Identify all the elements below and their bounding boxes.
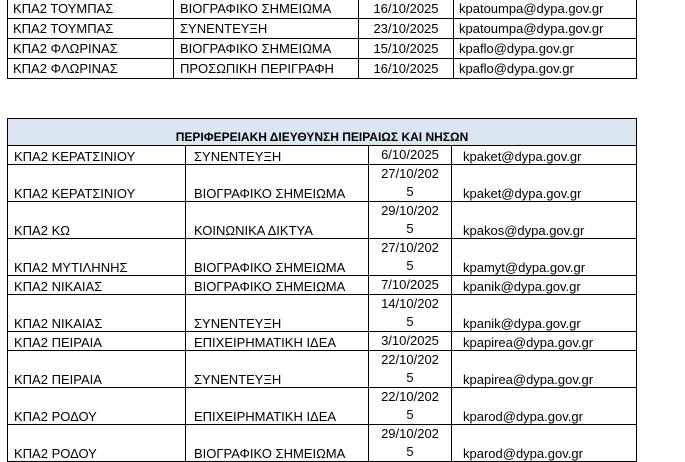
date-line-1: 3/10/2025 [381, 333, 439, 348]
office-cell: ΚΠΑ2 ΜΥΤΙΛΗΝΗΣ [8, 239, 186, 276]
office-cell: ΚΠΑ2 ΦΛΩΡΙΝΑΣ [8, 59, 174, 79]
table-row [8, 146, 637, 165]
date-cell [369, 332, 452, 351]
date-cell: 16/10/2025 [359, 0, 454, 19]
date-line-1: 29/10/202 [381, 426, 439, 441]
date-cell: 15/10/2025 [359, 39, 454, 59]
service-cell: ΣΥΝΕΝΤΕΥΞΗ [186, 295, 369, 332]
date-line-2: 5 [406, 184, 414, 199]
service-cell: ΒΙΟΓΡΑΦΙΚΟ ΣΗΜΕΙΩΜΑ [174, 39, 359, 59]
date-line-1: 14/10/202 [381, 296, 439, 311]
service-cell: ΣΥΝΕΝΤΕΥΞΗ [174, 19, 359, 39]
email-cell: kpatoumpa@dypa.gov.gr [454, 19, 637, 39]
date-cell [369, 351, 452, 388]
service-cell: ΠΡΟΣΩΠΙΚΗ ΠΕΡΙΓΡΑΦΗ [174, 59, 359, 79]
date-cell: 23/10/2025 [359, 19, 454, 39]
date-cell [369, 165, 452, 202]
date-cell [369, 425, 452, 462]
table-row [8, 332, 637, 351]
service-cell: ΒΙΟΓΡΑΦΙΚΟ ΣΗΜΕΙΩΜΑ [186, 165, 369, 202]
office-cell: ΚΠΑ2 ΚΕΡΑΤΣΙΝΙΟΥ [8, 146, 186, 165]
email-cell: kparod@dypa.gov.gr [452, 425, 637, 462]
date-line-1: 7/10/2025 [381, 277, 439, 292]
date-line-2: 5 [406, 370, 414, 385]
table-row [8, 19, 637, 39]
table-row [8, 351, 637, 388]
email-cell: kpamyt@dypa.gov.gr [452, 239, 637, 276]
office-cell: ΚΠΑ2 ΠΕΙΡΑΙΑ [8, 332, 186, 351]
office-cell: ΚΠΑ2 ΤΟΥΜΠΑΣ [8, 19, 174, 39]
service-cell: ΕΠΙΧΕΙΡΗΜΑΤΙΚΗ ΙΔΕΑ [186, 388, 369, 425]
date-line-2: 5 [406, 444, 414, 459]
office-cell: ΚΠΑ2 ΝΙΚΑΙΑΣ [8, 295, 186, 332]
office-cell: ΚΠΑ2 ΠΕΙΡΑΙΑ [8, 351, 186, 388]
table-row [8, 202, 637, 239]
region-header: ΠΕΡΙΦΕΡΕΙΑΚΗ ΔΙΕΥΘΥΝΣΗ ΠΕΙΡΑΙΩΣ ΚΑΙ ΝΗΣΩΝ [8, 119, 637, 146]
date-line-1: 27/10/202 [381, 240, 439, 255]
office-cell: ΚΠΑ2 ΡΟΔΟΥ [8, 425, 186, 462]
office-cell: ΚΠΑ2 ΚΕΡΑΤΣΙΝΙΟΥ [8, 165, 186, 202]
date-line-1: 22/10/202 [381, 389, 439, 404]
date-cell [369, 239, 452, 276]
email-cell: kpaflo@dypa.gov.gr [454, 59, 637, 79]
date-line-1: 29/10/202 [381, 203, 439, 218]
service-cell: ΣΥΝΕΝΤΕΥΞΗ [186, 351, 369, 388]
table-header-row [8, 119, 637, 146]
date-line-2: 5 [406, 314, 414, 329]
table-row [8, 59, 637, 79]
service-cell: ΒΙΟΓΡΑΦΙΚΟ ΣΗΜΕΙΩΜΑ [186, 239, 369, 276]
office-cell: ΚΠΑ2 ΤΟΥΜΠΑΣ [8, 0, 174, 19]
email-cell: kpakos@dypa.gov.gr [452, 202, 637, 239]
office-cell: ΚΠΑ2 ΡΟΔΟΥ [8, 388, 186, 425]
date-line-2: 5 [406, 258, 414, 273]
email-cell: kpanik@dypa.gov.gr [452, 295, 637, 332]
date-cell [369, 295, 452, 332]
office-cell: ΚΠΑ2 ΦΛΩΡΙΝΑΣ [8, 39, 174, 59]
date-cell [369, 146, 452, 165]
email-cell: kparod@dypa.gov.gr [452, 388, 637, 425]
top-schedule-table [7, 0, 637, 79]
date-line-1: 6/10/2025 [381, 147, 439, 162]
date-line-2: 5 [406, 407, 414, 422]
date-line-1: 22/10/202 [381, 352, 439, 367]
email-cell: kpanik@dypa.gov.gr [452, 276, 637, 295]
service-cell: ΒΙΟΓΡΑΦΙΚΟ ΣΗΜΕΙΩΜΑ [186, 276, 369, 295]
table-row [8, 239, 637, 276]
email-cell: kpaket@dypa.gov.gr [452, 165, 637, 202]
date-line-2: 5 [406, 221, 414, 236]
table-row [8, 276, 637, 295]
table-row [8, 165, 637, 202]
piraeus-schedule-table [7, 118, 637, 462]
email-cell: kpapirea@dypa.gov.gr [452, 332, 637, 351]
service-cell: ΒΙΟΓΡΑΦΙΚΟ ΣΗΜΕΙΩΜΑ [186, 425, 369, 462]
table-row [8, 0, 637, 19]
table-row [8, 295, 637, 332]
date-cell [369, 202, 452, 239]
email-cell: kpapirea@dypa.gov.gr [452, 351, 637, 388]
date-cell [369, 276, 452, 295]
service-cell: ΚΟΙΝΩΝΙΚΑ ΔΙΚΤΥΑ [186, 202, 369, 239]
service-cell: ΒΙΟΓΡΑΦΙΚΟ ΣΗΜΕΙΩΜΑ [174, 0, 359, 19]
table-row [8, 39, 637, 59]
email-cell: kpaflo@dypa.gov.gr [454, 39, 637, 59]
table-row [8, 425, 637, 462]
service-cell: ΕΠΙΧΕΙΡΗΜΑΤΙΚΗ ΙΔΕΑ [186, 332, 369, 351]
office-cell: ΚΠΑ2 ΚΩ [8, 202, 186, 239]
email-cell: kpatoumpa@dypa.gov.gr [454, 0, 637, 19]
office-cell: ΚΠΑ2 ΝΙΚΑΙΑΣ [8, 276, 186, 295]
email-cell: kpaket@dypa.gov.gr [452, 146, 637, 165]
date-cell: 16/10/2025 [359, 59, 454, 79]
date-cell [369, 388, 452, 425]
table-row [8, 388, 637, 425]
service-cell: ΣΥΝΕΝΤΕΥΞΗ [186, 146, 369, 165]
date-line-1: 27/10/202 [381, 166, 439, 181]
